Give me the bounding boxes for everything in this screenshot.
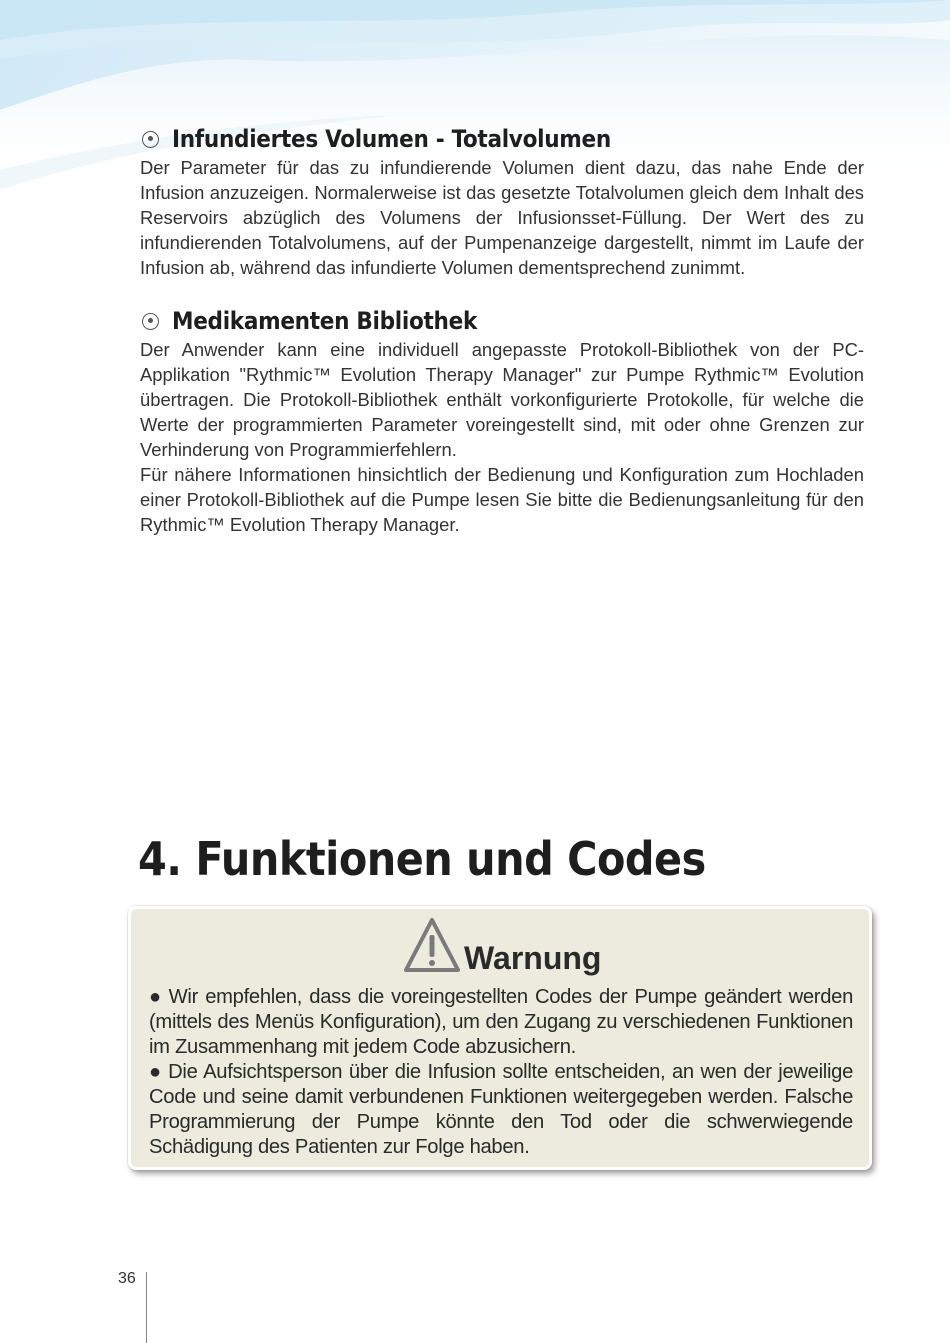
warning-item (149, 985, 853, 1060)
section-paragraph: Für nähere Informationen hinsichtlich der Bedienung und Konfiguration zum Hochladen einer Protokoll-Bibliothek auf die Pumpe lesen Sie bitte die Bedienungsanleitung für den Rythmic™ Evolution Therapy Manager. (140, 464, 864, 535)
section-heading (140, 123, 864, 155)
section-title: Medikamenten Bibliothek (172, 307, 478, 335)
warning-box (128, 906, 872, 1170)
warning-item (149, 1060, 853, 1160)
warning-item-text: Wir empfehlen, dass die voreingestellten Codes der Pumpe geändert werden (mittels des Menüs Konfiguration), um den Zugang zu verschiedenen Funktionen im Zusammenhang mit jedem Code abzusichern. (149, 986, 853, 1058)
chapter-title: 4. Funktionen und Codes (138, 832, 706, 886)
bullet-dot-icon: ● (149, 1061, 163, 1083)
section-paragraph: Der Parameter für das zu infundierende Volumen dient dazu, das nahe Ende der Infusion anzuzeigen. Normalerweise ist das gesetzte Totalvolumen gleich dem Inhalt des Reservoirs abzüglich des Volumens der Infusionsset-Füllung. Der Wert des zu infundierenden Totalvolumens, auf der Pumpenanzeige dargestellt, nimmt im Laufe der Infusion ab, während das infundierte Volumen dementsprechend zunimmt. (140, 157, 864, 278)
section-medikamenten-bibliothek (140, 305, 864, 537)
bullet-dot-icon: ● (149, 986, 163, 1008)
warning-header (403, 917, 601, 975)
page-divider-line (146, 1272, 147, 1343)
section-title: Infundiertes Volumen - Totalvolumen (172, 125, 611, 153)
warning-title: Warnung (464, 940, 602, 976)
section-infundiertes-volumen (140, 123, 864, 280)
circle-bullet-icon (142, 313, 159, 330)
section-heading (140, 305, 864, 337)
warning-triangle-icon (403, 917, 461, 975)
warning-item-text: Die Aufsichtsperson über die Infusion sollte entscheiden, an wen der jeweilige Code und seine damit verbundenen Funktionen weitergegeben werden. Falsche Programmierung der Pumpe könnte den Tod oder die schwerwiegende Schädigung des Patienten zur Folge haben. (149, 1061, 854, 1158)
page-number: 36 (118, 1270, 136, 1287)
warning-list (149, 985, 853, 1160)
section-paragraph: Der Anwender kann eine individuell angepasste Protokoll-Bibliothek von der PC-Applikation "Rythmic™ Evolution Therapy Manager" zur Pumpe Rythmic™ Evolution übertragen. Die Protokoll-Bibliothek enthält vorkonfigurierte Protokolle, für welche die Werte der programmierten Parameter voreingestellt sind, mit oder ohne Grenzen zur Verhinderung von Programmierfehlern. (140, 339, 864, 460)
circle-bullet-icon (142, 131, 159, 148)
main-content (140, 123, 864, 562)
